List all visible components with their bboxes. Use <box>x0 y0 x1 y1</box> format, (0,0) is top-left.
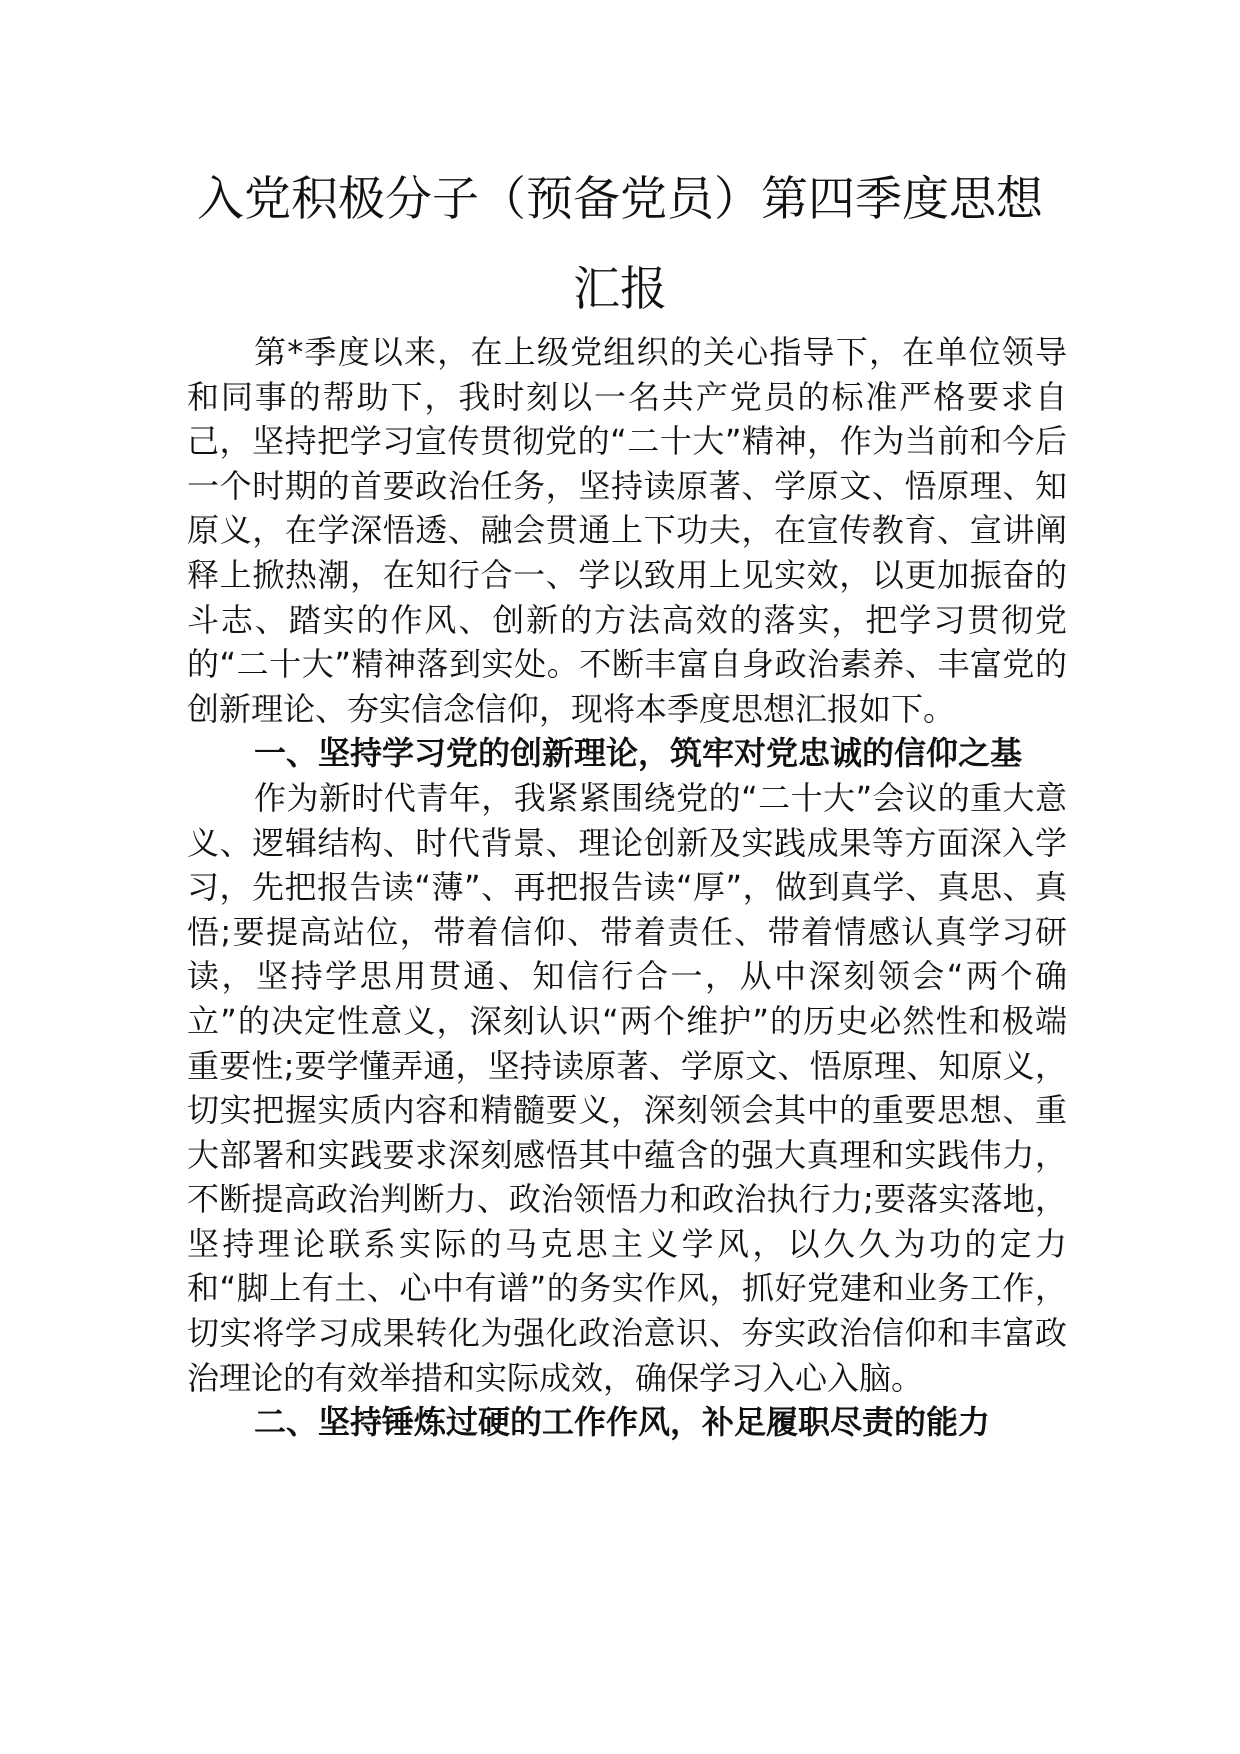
document-title-line-1: 入党积极分子（预备党员）第四季度思想 <box>197 172 1043 227</box>
section-heading-2: 二、坚持锤炼过硬的工作作风，补足履职尽责的能力 <box>254 1403 991 1442</box>
document-title-line-2: 汇报 <box>573 262 667 317</box>
section-paragraph-1: 作为新时代青年，我紧紧围绕党的“二十大”会议的重大意义、逻辑结构、时代背景、理论创新及实践成果等方面深入学习，先把报告读“薄”、再把报告读“厚”，做到真学、真思、真悟;要提高站位，带着信仰、带着责任、带着情感认真学习研读，坚持学思用贯通、知信行合一，从中深刻领会“两个确立”的决定性意义，深刻认识“两个维护”的历史必然性和极端重要性;要学懂弄通，坚持读原著、学原文、悟原理、知原义，切实把握实质内容和精髓要义，深刻领会其中的重要思想、重大部署和实践要求深刻感悟其中蕴含的强大真理和实践伟力，不断提高政治判断力、政治领悟力和政治执行力;要落实落地，坚持理论联系实际的马克思主义学风，以久久为功的定力和“脚上有土、心中有谱”的务实作风，抓好党建和业务工作，切实将学习成果转化为强化政治意识、夯实政治信仰和丰富政治理论的有效举措和实际成效，确保学习入心入脑。 <box>187 778 1067 1397</box>
intro-paragraph: 第*季度以来，在上级党组织的关心指导下，在单位领导和同事的帮助下，我时刻以一名共产党员的标准严格要求自己，坚持把学习宣传贯彻党的“二十大”精神，作为当前和今后一个时期的首要政治任务，坚持读原著、学原文、悟原理、知原义，在学深悟透、融会贯通上下功夫，在宣传教育、宣讲阐释上掀热潮，在知行合一、学以致用上见实效，以更加振奋的斗志、踏实的作风、创新的方法高效的落实，把学习贯彻党的“二十大”精神落到实处。不断丰富自身政治素养、丰富党的创新理论、夯实信念信仰，现将本季度思想汇报如下。 <box>187 333 1067 728</box>
document-body <box>187 330 1067 1445</box>
section-heading-1: 一、坚持学习党的创新理论，筑牢对党忠诚的信仰之基 <box>254 734 1023 773</box>
